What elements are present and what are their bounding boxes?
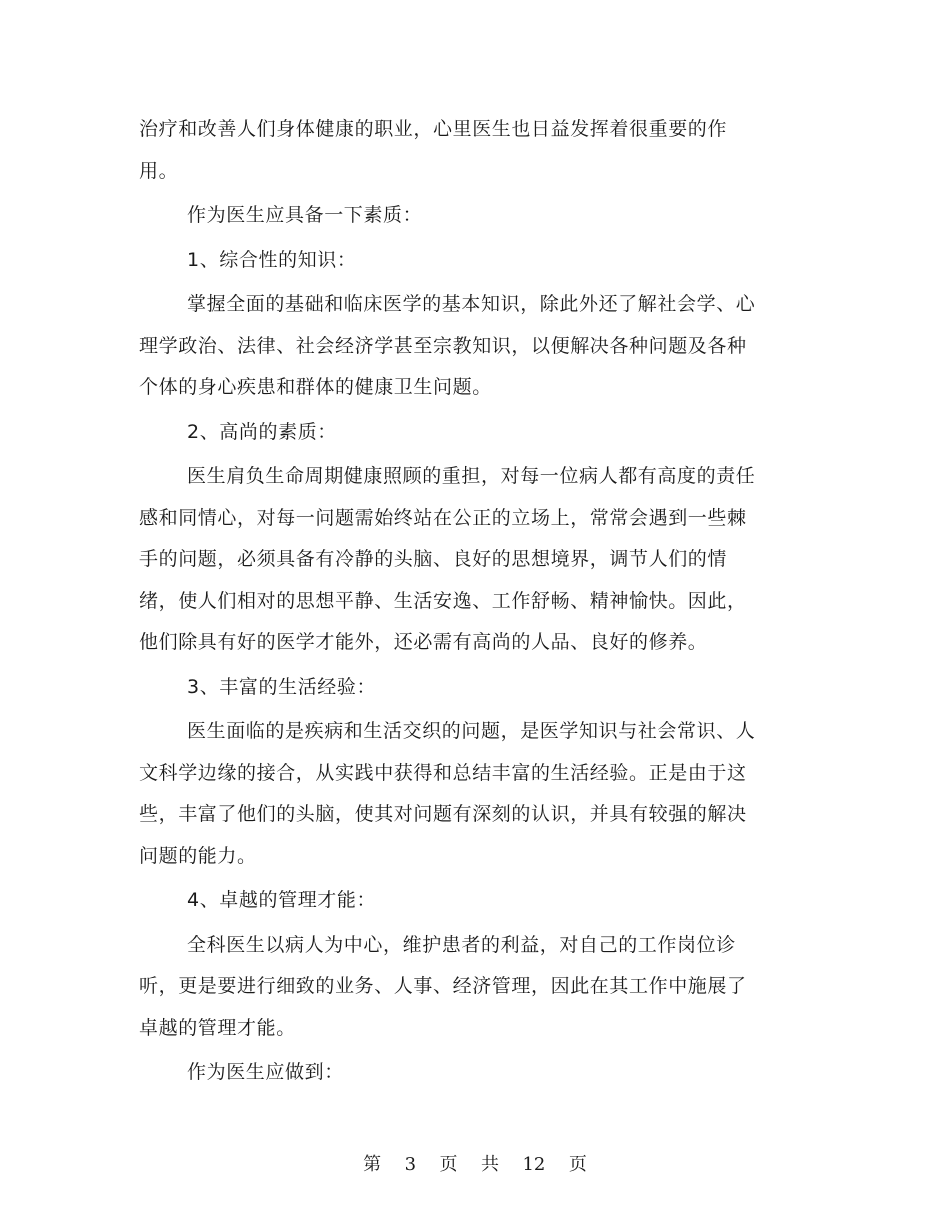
document-body xyxy=(139,109,759,1094)
paragraph-closing: 作为医生应做到： xyxy=(187,1061,344,1083)
paragraph-experience: 医生面临的是疾病和生活交织的问题，是医学知识与社会常识、人文科学边缘的接合，从实践中获得和总结丰富的生活经验。正是由于这些，丰富了他们的头脑，使其对问题有深刻的认识，并具有较强的解决问题的能力。 xyxy=(139,720,756,867)
footer-current-page: 3 xyxy=(404,1154,417,1175)
paragraph-continuation: 治疗和改善人们身体健康的职业，心里医生也日益发挥着很重要的作用。 xyxy=(139,118,728,182)
footer-suffix: 页 xyxy=(568,1154,587,1175)
heading-quality: 2、高尚的素质： xyxy=(187,420,337,443)
page-number-footer xyxy=(0,1150,950,1176)
heading-experience: 3、丰富的生活经验： xyxy=(187,675,377,698)
paragraph-quality: 医生肩负生命周期健康照顾的重担，对每一位病人都有高度的责任感和同情心，对每一问题需始终站在公正的立场上，常常会遇到一些棘手的问题，必须具备有冷静的头脑、良好的思想境界，调节人们的情绪，使人们相对的思想平静、生活安逸、工作舒畅、精神愉快。因此，他们除具有好的医学才能外，还必需有高尚的人品、良好的修养。 xyxy=(139,465,756,653)
heading-knowledge: 1、综合性的知识： xyxy=(187,248,357,271)
footer-page-char: 页 xyxy=(439,1154,458,1175)
footer-total-prefix: 共 xyxy=(481,1154,499,1175)
paragraph-knowledge: 掌握全面的基础和临床医学的基本知识，除此外还了解社会学、心理学政治、法律、社会经济学甚至宗教知识，以便解决各种问题及各种个体的身心疾患和群体的健康卫生问题。 xyxy=(139,293,756,398)
footer-prefix: 第 xyxy=(363,1154,382,1175)
footer-total-pages: 12 xyxy=(522,1154,546,1175)
paragraph-intro: 作为医生应具备一下素质： xyxy=(187,204,423,226)
paragraph-management: 全科医生以病人为中心，维护患者的利益，对自己的工作岗位诊听，更是要进行细致的业务、人事、经济管理，因此在其工作中施展了卓越的管理才能。 xyxy=(139,933,747,1039)
heading-management: 4、卓越的管理才能： xyxy=(187,889,377,911)
